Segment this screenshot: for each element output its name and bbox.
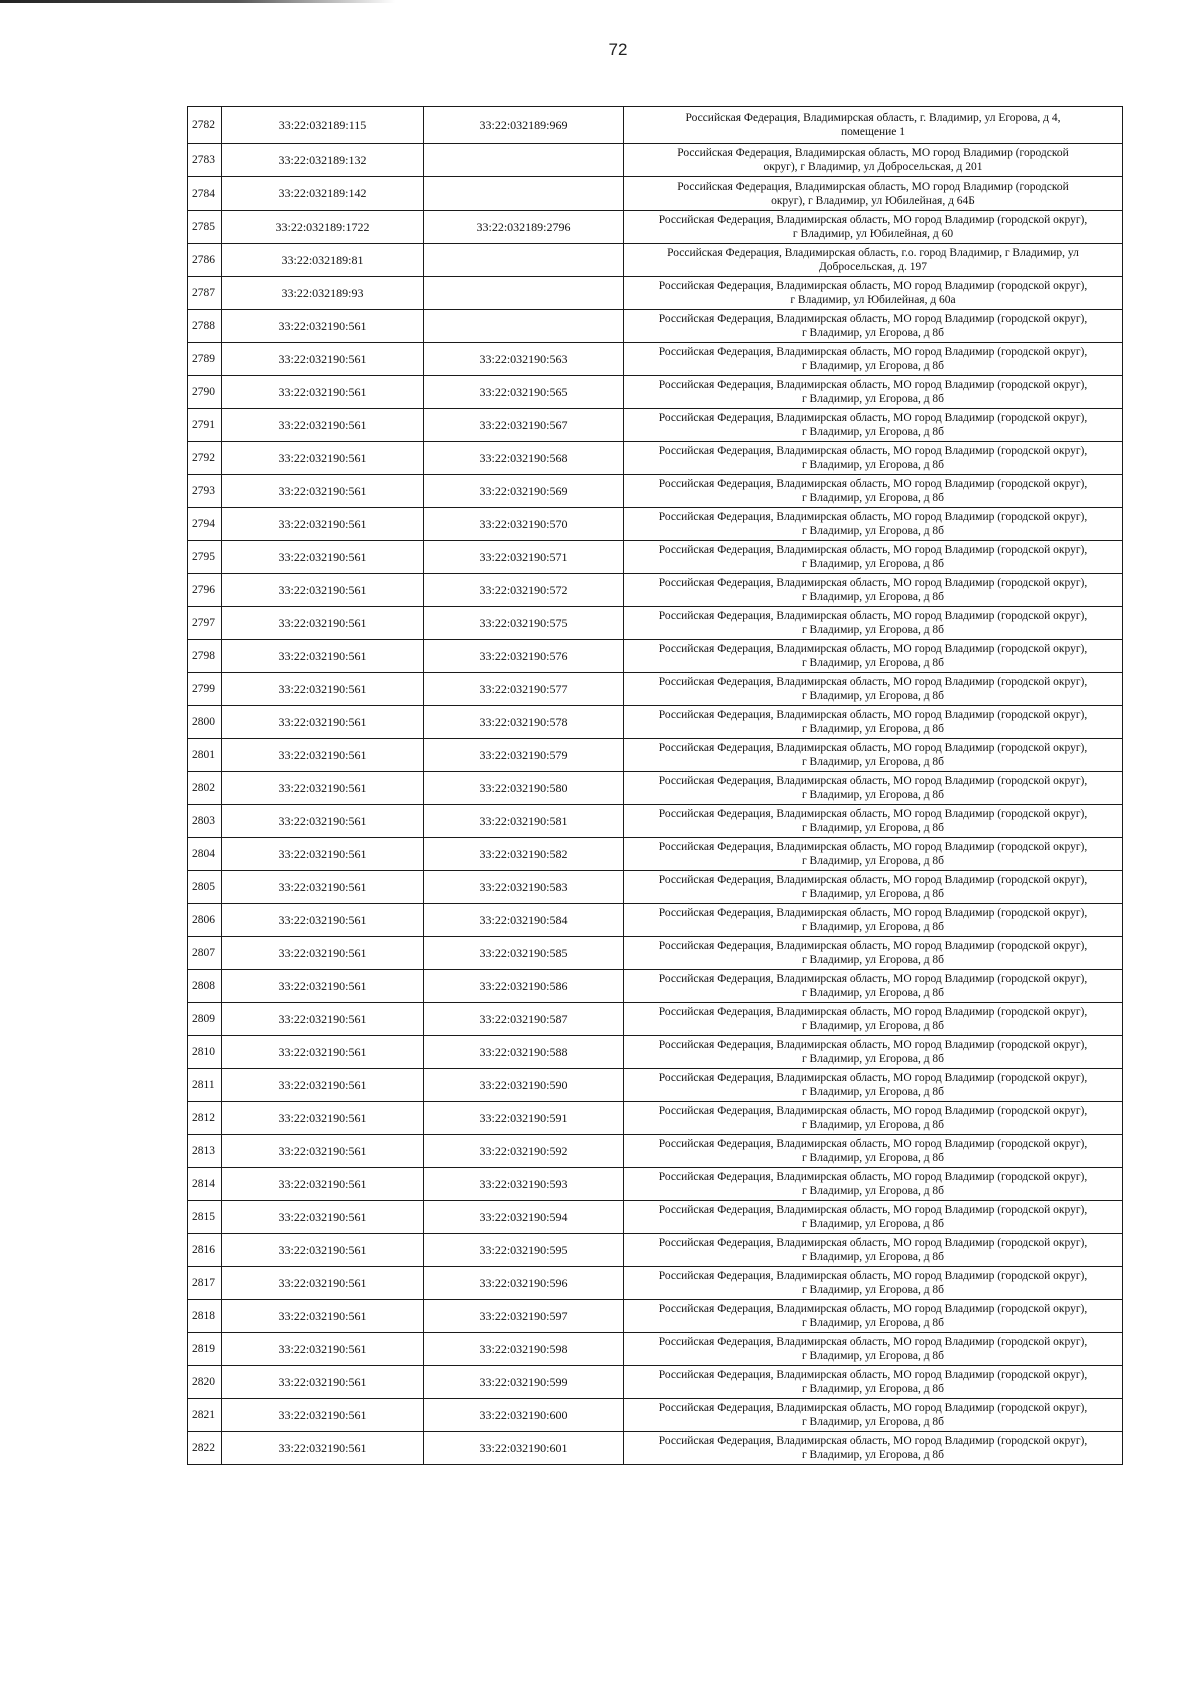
table-row <box>188 1333 1123 1366</box>
address-line-2: г Владимир, ул Егорова, д 8б <box>801 591 945 603</box>
address-line-2: г Владимир, ул Егорова, д 8б <box>801 1251 945 1263</box>
address-cell <box>624 1366 1123 1399</box>
cadastral-number-parcel: 33:22:032190:561 <box>222 706 424 739</box>
address-line-1: Российская Федерация, Владимирская область, МО город Владимир (городской округ), <box>658 676 1088 688</box>
address-line-2: г Владимир, ул Егорова, д 8б <box>801 987 945 999</box>
cadastral-number-parcel: 33:22:032190:561 <box>222 1168 424 1201</box>
address-line-1: Российская Федерация, Владимирская область, МО город Владимир (городской округ), <box>658 445 1088 457</box>
table-row <box>188 508 1123 541</box>
address-cell <box>624 1267 1123 1300</box>
table-row <box>188 107 1123 144</box>
row-number: 2787 <box>188 277 222 310</box>
address-line-2: г Владимир, ул Егорова, д 8б <box>801 624 945 636</box>
cadastral-number-object: 33:22:032190:563 <box>424 343 624 376</box>
address-line-2: г Владимир, ул Егорова, д 8б <box>801 1053 945 1065</box>
address-line-2: г Владимир, ул Егорова, д 8б <box>801 525 945 537</box>
address-line-1: Российская Федерация, Владимирская область, МО город Владимир (городской округ), <box>658 1270 1088 1282</box>
address-line-1: Российская Федерация, Владимирская область, МО город Владимир (городской округ), <box>658 478 1088 490</box>
row-number: 2822 <box>188 1432 222 1465</box>
table-row <box>188 277 1123 310</box>
cadastral-number-object: 33:22:032190:587 <box>424 1003 624 1036</box>
address-line-2: г Владимир, ул Егорова, д 8б <box>801 327 945 339</box>
address-line-2: г Владимир, ул Егорова, д 8б <box>801 459 945 471</box>
address-line-1: Российская Федерация, Владимирская область, МО город Владимир (городской округ), <box>658 775 1088 787</box>
cadastral-number-object <box>424 177 624 211</box>
cadastral-number-parcel: 33:22:032190:561 <box>222 508 424 541</box>
row-number: 2815 <box>188 1201 222 1234</box>
cadastral-number-parcel: 33:22:032190:561 <box>222 1267 424 1300</box>
cadastral-number-object: 33:22:032190:585 <box>424 937 624 970</box>
row-number: 2782 <box>188 107 222 144</box>
address-cell <box>624 1234 1123 1267</box>
cadastral-number-parcel: 33:22:032190:561 <box>222 1432 424 1465</box>
cadastral-number-object: 33:22:032190:588 <box>424 1036 624 1069</box>
address-line-2: г Владимир, ул Егорова, д 8б <box>801 1284 945 1296</box>
table-row <box>188 970 1123 1003</box>
row-number: 2807 <box>188 937 222 970</box>
cadastral-number-object: 33:22:032190:584 <box>424 904 624 937</box>
row-number: 2805 <box>188 871 222 904</box>
cadastral-number-object: 33:22:032190:583 <box>424 871 624 904</box>
address-cell <box>624 1300 1123 1333</box>
address-cell <box>624 144 1123 177</box>
table-row <box>188 640 1123 673</box>
table-row <box>188 343 1123 376</box>
address-cell <box>624 1432 1123 1465</box>
address-line-1: Российская Федерация, Владимирская область, МО город Владимир (городской округ), <box>658 1369 1088 1381</box>
address-cell <box>624 1168 1123 1201</box>
table-row <box>188 310 1123 343</box>
row-number: 2814 <box>188 1168 222 1201</box>
row-number: 2804 <box>188 838 222 871</box>
address-cell <box>624 574 1123 607</box>
address-line-2: округ), г Владимир, ул Добросельская, д 201 <box>763 161 983 173</box>
address-cell <box>624 409 1123 442</box>
row-number: 2800 <box>188 706 222 739</box>
cadastral-number-parcel: 33:22:032189:81 <box>222 244 424 277</box>
address-line-2: г Владимир, ул Юбилейная, д 60а <box>790 294 956 306</box>
cadastral-number-object: 33:22:032190:570 <box>424 508 624 541</box>
address-line-2: Добросельская, д. 197 <box>818 261 928 273</box>
table-row <box>188 673 1123 706</box>
cadastral-number-parcel: 33:22:032189:93 <box>222 277 424 310</box>
address-line-1: Российская Федерация, Владимирская область, МО город Владимир (городской округ), <box>658 709 1088 721</box>
address-cell <box>624 1399 1123 1432</box>
cadastral-number-object: 33:22:032190:590 <box>424 1069 624 1102</box>
row-number: 2799 <box>188 673 222 706</box>
table-row <box>188 1102 1123 1135</box>
cadastral-number-parcel: 33:22:032190:561 <box>222 739 424 772</box>
row-number: 2784 <box>188 177 222 211</box>
address-cell <box>624 177 1123 211</box>
row-number: 2820 <box>188 1366 222 1399</box>
row-number: 2792 <box>188 442 222 475</box>
address-line-1: Российская Федерация, Владимирская область, МО город Владимир (городской округ), <box>658 1204 1088 1216</box>
address-line-2: г Владимир, ул Егорова, д 8б <box>801 360 945 372</box>
cadastral-number-parcel: 33:22:032190:561 <box>222 838 424 871</box>
address-line-2: г Владимир, ул Егорова, д 8б <box>801 1086 945 1098</box>
row-number: 2811 <box>188 1069 222 1102</box>
row-number: 2821 <box>188 1399 222 1432</box>
address-line-1: Российская Федерация, Владимирская область, МО город Владимир (городской <box>677 147 1069 159</box>
address-cell <box>624 937 1123 970</box>
cadastral-number-object: 33:22:032190:578 <box>424 706 624 739</box>
address-line-1: Российская Федерация, Владимирская область, г. Владимир, ул Егорова, д 4, <box>685 112 1061 124</box>
address-line-1: Российская Федерация, Владимирская область, МО город Владимир (городской округ), <box>658 1402 1088 1414</box>
address-line-2: г Владимир, ул Юбилейная, д 60 <box>792 228 954 240</box>
cadastral-number-parcel: 33:22:032190:561 <box>222 1003 424 1036</box>
cadastral-number-object: 33:22:032190:581 <box>424 805 624 838</box>
address-cell <box>624 475 1123 508</box>
cadastral-number-object: 33:22:032190:571 <box>424 541 624 574</box>
address-cell <box>624 871 1123 904</box>
address-line-2: г Владимир, ул Егорова, д 8б <box>801 954 945 966</box>
address-cell <box>624 310 1123 343</box>
cadastral-number-object: 33:22:032190:572 <box>424 574 624 607</box>
cadastral-number-object: 33:22:032190:601 <box>424 1432 624 1465</box>
cadastral-number-object <box>424 310 624 343</box>
table-row <box>188 904 1123 937</box>
cadastral-number-parcel: 33:22:032190:561 <box>222 343 424 376</box>
address-line-2: округ), г Владимир, ул Юбилейная, д 64Б <box>771 194 975 207</box>
address-line-1: Российская Федерация, Владимирская область, МО город Владимир (городской <box>677 180 1069 193</box>
table-row <box>188 574 1123 607</box>
cadastral-number-object: 33:22:032190:576 <box>424 640 624 673</box>
cadastral-number-parcel: 33:22:032189:132 <box>222 144 424 177</box>
address-cell <box>624 904 1123 937</box>
cadastral-number-object: 33:22:032190:598 <box>424 1333 624 1366</box>
cadastral-number-parcel: 33:22:032190:561 <box>222 574 424 607</box>
table-row <box>188 1003 1123 1036</box>
address-line-1: Российская Федерация, Владимирская область, МО город Владимир (городской округ), <box>658 1237 1088 1249</box>
cadastral-number-parcel: 33:22:032189:142 <box>222 177 424 211</box>
table-row <box>188 739 1123 772</box>
row-number: 2794 <box>188 508 222 541</box>
cadastral-number-parcel: 33:22:032190:561 <box>222 541 424 574</box>
row-number: 2790 <box>188 376 222 409</box>
address-cell <box>624 1333 1123 1366</box>
cadastral-number-object: 33:22:032190:575 <box>424 607 624 640</box>
row-number: 2801 <box>188 739 222 772</box>
address-line-2: г Владимир, ул Егорова, д 8б <box>801 690 945 702</box>
address-line-1: Российская Федерация, Владимирская область, МО город Владимир (городской округ), <box>658 907 1088 919</box>
scan-edge-line <box>0 0 395 3</box>
cadastral-number-object: 33:22:032190:599 <box>424 1366 624 1399</box>
table-row <box>188 1267 1123 1300</box>
registry-rows <box>188 107 1123 1465</box>
table-row <box>188 1366 1123 1399</box>
cadastral-number-object: 33:22:032190:568 <box>424 442 624 475</box>
cadastral-number-parcel: 33:22:032190:561 <box>222 1135 424 1168</box>
address-line-1: Российская Федерация, Владимирская область, МО город Владимир (городской округ), <box>658 346 1088 358</box>
address-line-2: г Владимир, ул Егорова, д 8б <box>801 1350 945 1362</box>
cadastral-number-parcel: 33:22:032190:561 <box>222 442 424 475</box>
address-cell <box>624 211 1123 244</box>
address-line-2: г Владимир, ул Егорова, д 8б <box>801 789 945 801</box>
row-number: 2797 <box>188 607 222 640</box>
address-cell <box>624 673 1123 706</box>
row-number: 2819 <box>188 1333 222 1366</box>
address-line-1: Российская Федерация, Владимирская область, МО город Владимир (городской округ), <box>658 808 1088 820</box>
cadastral-number-object <box>424 144 624 177</box>
address-line-2: г Владимир, ул Егорова, д 8б <box>801 723 945 735</box>
address-line-1: Российская Федерация, Владимирская область, МО город Владимир (городской округ), <box>658 1303 1088 1315</box>
address-cell <box>624 343 1123 376</box>
table-row <box>188 937 1123 970</box>
table-row <box>188 1201 1123 1234</box>
cadastral-number-object: 33:22:032190:595 <box>424 1234 624 1267</box>
cadastral-number-parcel: 33:22:032190:561 <box>222 673 424 706</box>
table-row <box>188 1069 1123 1102</box>
cadastral-number-object: 33:22:032190:596 <box>424 1267 624 1300</box>
table-row <box>188 706 1123 739</box>
table-row <box>188 541 1123 574</box>
cadastral-number-object: 33:22:032190:579 <box>424 739 624 772</box>
cadastral-number-parcel: 33:22:032190:561 <box>222 871 424 904</box>
address-cell <box>624 244 1123 277</box>
address-cell <box>624 1069 1123 1102</box>
address-line-2: г Владимир, ул Егорова, д 8б <box>801 855 945 867</box>
table-row <box>188 1036 1123 1069</box>
cadastral-number-parcel: 33:22:032190:561 <box>222 310 424 343</box>
cadastral-number-parcel: 33:22:032190:561 <box>222 937 424 970</box>
address-line-2: г Владимир, ул Егорова, д 8б <box>801 756 945 768</box>
table-row <box>188 409 1123 442</box>
table-row <box>188 144 1123 177</box>
row-number: 2788 <box>188 310 222 343</box>
address-line-2: г Владимир, ул Егорова, д 8б <box>801 822 945 834</box>
address-line-2: г Владимир, ул Егорова, д 8б <box>801 1119 945 1131</box>
table-row <box>188 211 1123 244</box>
row-number: 2785 <box>188 211 222 244</box>
table-row <box>188 1432 1123 1465</box>
row-number: 2795 <box>188 541 222 574</box>
address-line-1: Российская Федерация, Владимирская область, МО город Владимир (городской округ), <box>658 1105 1088 1117</box>
address-line-2: г Владимир, ул Егорова, д 8б <box>801 393 945 405</box>
cadastral-number-object: 33:22:032190:586 <box>424 970 624 1003</box>
address-line-1: Российская Федерация, Владимирская область, МО город Владимир (городской округ), <box>658 379 1088 391</box>
address-line-1: Российская Федерация, Владимирская область, МО город Владимир (городской округ), <box>658 1336 1088 1348</box>
address-line-1: Российская Федерация, Владимирская область, МО город Владимир (городской округ), <box>658 610 1088 622</box>
cadastral-number-parcel: 33:22:032190:561 <box>222 640 424 673</box>
registry-table <box>187 106 1123 1465</box>
cadastral-number-object: 33:22:032190:592 <box>424 1135 624 1168</box>
row-number: 2818 <box>188 1300 222 1333</box>
table-row <box>188 838 1123 871</box>
address-line-1: Российская Федерация, Владимирская область, МО город Владимир (городской округ), <box>658 643 1088 655</box>
row-number: 2813 <box>188 1135 222 1168</box>
page-number: 72 <box>608 40 628 59</box>
cadastral-number-parcel: 33:22:032190:561 <box>222 772 424 805</box>
address-line-2: г Владимир, ул Егорова, д 8б <box>801 1152 945 1164</box>
cadastral-number-parcel: 33:22:032190:561 <box>222 376 424 409</box>
address-line-1: Российская Федерация, Владимирская область, МО город Владимир (городской округ), <box>658 841 1088 853</box>
row-number: 2793 <box>188 475 222 508</box>
address-cell <box>624 442 1123 475</box>
address-line-1: Российская Федерация, Владимирская область, МО город Владимир (городской округ), <box>658 742 1088 754</box>
address-line-2: г Владимир, ул Егорова, д 8б <box>801 657 945 669</box>
address-line-2: г Владимир, ул Егорова, д 8б <box>801 1416 945 1428</box>
address-cell <box>624 640 1123 673</box>
cadastral-number-object: 33:22:032190:591 <box>424 1102 624 1135</box>
cadastral-number-object <box>424 244 624 277</box>
address-line-2: г Владимир, ул Егорова, д 8б <box>801 558 945 570</box>
row-number: 2796 <box>188 574 222 607</box>
address-cell <box>624 772 1123 805</box>
cadastral-number-parcel: 33:22:032190:561 <box>222 1036 424 1069</box>
address-line-2: г Владимир, ул Егорова, д 8б <box>801 1020 945 1032</box>
address-cell <box>624 277 1123 310</box>
address-line-1: Российская Федерация, Владимирская область, МО город Владимир (городской округ), <box>658 1006 1088 1018</box>
address-line-1: Российская Федерация, Владимирская область, МО город Владимир (городской округ), <box>658 973 1088 985</box>
cadastral-number-parcel: 33:22:032190:561 <box>222 805 424 838</box>
table-row <box>188 772 1123 805</box>
row-number: 2789 <box>188 343 222 376</box>
cadastral-number-object: 33:22:032190:569 <box>424 475 624 508</box>
address-cell <box>624 1135 1123 1168</box>
address-line-1: Российская Федерация, Владимирская область, МО город Владимир (городской округ), <box>658 1435 1088 1447</box>
address-line-1: Российская Федерация, Владимирская область, МО город Владимир (городской округ), <box>658 1039 1088 1051</box>
address-line-2: г Владимир, ул Егорова, д 8б <box>801 1449 945 1461</box>
address-cell <box>624 1201 1123 1234</box>
address-line-1: Российская Федерация, Владимирская область, МО город Владимир (городской округ), <box>658 412 1088 424</box>
row-number: 2816 <box>188 1234 222 1267</box>
cadastral-number-object: 33:22:032189:2796 <box>424 211 624 244</box>
cadastral-number-parcel: 33:22:032190:561 <box>222 475 424 508</box>
cadastral-number-object: 33:22:032190:582 <box>424 838 624 871</box>
address-cell <box>624 970 1123 1003</box>
address-cell <box>624 607 1123 640</box>
row-number: 2812 <box>188 1102 222 1135</box>
table-row <box>188 244 1123 277</box>
row-number: 2817 <box>188 1267 222 1300</box>
cadastral-number-parcel: 33:22:032190:561 <box>222 1366 424 1399</box>
address-cell <box>624 1003 1123 1036</box>
address-line-1: Российская Федерация, Владимирская область, г.о. город Владимир, г Владимир, ул <box>667 247 1079 259</box>
row-number: 2810 <box>188 1036 222 1069</box>
cadastral-number-parcel: 33:22:032190:561 <box>222 1234 424 1267</box>
cadastral-number-parcel: 33:22:032190:561 <box>222 1333 424 1366</box>
cadastral-number-object: 33:22:032190:577 <box>424 673 624 706</box>
table-row <box>188 1135 1123 1168</box>
cadastral-number-parcel: 33:22:032190:561 <box>222 1399 424 1432</box>
address-cell <box>624 805 1123 838</box>
cadastral-number-parcel: 33:22:032190:561 <box>222 904 424 937</box>
address-line-1: Российская Федерация, Владимирская область, МО город Владимир (городской округ), <box>658 1138 1088 1150</box>
address-line-2: г Владимир, ул Егорова, д 8б <box>801 888 945 900</box>
table-row <box>188 1399 1123 1432</box>
row-number: 2806 <box>188 904 222 937</box>
table-row <box>188 1234 1123 1267</box>
row-number: 2802 <box>188 772 222 805</box>
table-row <box>188 805 1123 838</box>
row-number: 2803 <box>188 805 222 838</box>
row-number: 2809 <box>188 1003 222 1036</box>
address-cell <box>624 706 1123 739</box>
address-line-1: Российская Федерация, Владимирская область, МО город Владимир (городской округ), <box>658 1171 1088 1183</box>
address-line-1: Российская Федерация, Владимирская область, МО город Владимир (городской округ), <box>658 874 1088 886</box>
address-line-2: г Владимир, ул Егорова, д 8б <box>801 1383 945 1395</box>
address-cell <box>624 1102 1123 1135</box>
table-row <box>188 177 1123 211</box>
address-line-1: Российская Федерация, Владимирская область, МО город Владимир (городской округ), <box>658 313 1088 325</box>
address-cell <box>624 376 1123 409</box>
cadastral-number-parcel: 33:22:032190:561 <box>222 607 424 640</box>
address-line-1: Российская Федерация, Владимирская область, МО город Владимир (городской округ), <box>658 214 1088 226</box>
cadastral-number-parcel: 33:22:032189:115 <box>222 107 424 144</box>
cadastral-number-object: 33:22:032190:594 <box>424 1201 624 1234</box>
row-number: 2798 <box>188 640 222 673</box>
address-line-1: Российская Федерация, Владимирская область, МО город Владимир (городской округ), <box>658 280 1088 292</box>
address-line-2: г Владимир, ул Егорова, д 8б <box>801 492 945 504</box>
cadastral-number-object: 33:22:032190:593 <box>424 1168 624 1201</box>
address-line-1: Российская Федерация, Владимирская область, МО город Владимир (городской округ), <box>658 544 1088 556</box>
table-row <box>188 1300 1123 1333</box>
cadastral-number-object: 33:22:032189:969 <box>424 107 624 144</box>
table-row <box>188 607 1123 640</box>
address-cell <box>624 541 1123 574</box>
cadastral-number-parcel: 33:22:032190:561 <box>222 1201 424 1234</box>
table-row <box>188 475 1123 508</box>
cadastral-number-parcel: 33:22:032190:561 <box>222 409 424 442</box>
address-line-2: г Владимир, ул Егорова, д 8б <box>801 1218 945 1230</box>
address-cell <box>624 838 1123 871</box>
cadastral-number-object: 33:22:032190:600 <box>424 1399 624 1432</box>
address-line-2: г Владимир, ул Егорова, д 8б <box>801 1317 945 1329</box>
cadastral-number-parcel: 33:22:032190:561 <box>222 1300 424 1333</box>
address-line-1: Российская Федерация, Владимирская область, МО город Владимир (городской округ), <box>658 577 1088 589</box>
address-line-2: помещение 1 <box>840 126 906 138</box>
row-number: 2808 <box>188 970 222 1003</box>
cadastral-number-object: 33:22:032190:597 <box>424 1300 624 1333</box>
table-row <box>188 871 1123 904</box>
address-line-2: г Владимир, ул Егорова, д 8б <box>801 426 945 438</box>
table-row <box>188 376 1123 409</box>
row-number: 2786 <box>188 244 222 277</box>
table-row <box>188 1168 1123 1201</box>
address-cell <box>624 1036 1123 1069</box>
cadastral-number-object: 33:22:032190:580 <box>424 772 624 805</box>
cadastral-number-parcel: 33:22:032190:561 <box>222 970 424 1003</box>
cadastral-number-object: 33:22:032190:567 <box>424 409 624 442</box>
address-line-1: Российская Федерация, Владимирская область, МО город Владимир (городской округ), <box>658 511 1088 523</box>
cadastral-number-parcel: 33:22:032190:561 <box>222 1069 424 1102</box>
table-row <box>188 442 1123 475</box>
cadastral-number-object: 33:22:032190:565 <box>424 376 624 409</box>
address-line-1: Российская Федерация, Владимирская область, МО город Владимир (городской округ), <box>658 940 1088 952</box>
row-number: 2783 <box>188 144 222 177</box>
cadastral-number-object <box>424 277 624 310</box>
address-cell <box>624 739 1123 772</box>
cadastral-number-parcel: 33:22:032190:561 <box>222 1102 424 1135</box>
address-line-2: г Владимир, ул Егорова, д 8б <box>801 921 945 933</box>
address-line-1: Российская Федерация, Владимирская область, МО город Владимир (городской округ), <box>658 1072 1088 1084</box>
address-cell <box>624 107 1123 144</box>
row-number: 2791 <box>188 409 222 442</box>
address-cell <box>624 508 1123 541</box>
address-line-2: г Владимир, ул Егорова, д 8б <box>801 1185 945 1197</box>
cadastral-number-parcel: 33:22:032189:1722 <box>222 211 424 244</box>
